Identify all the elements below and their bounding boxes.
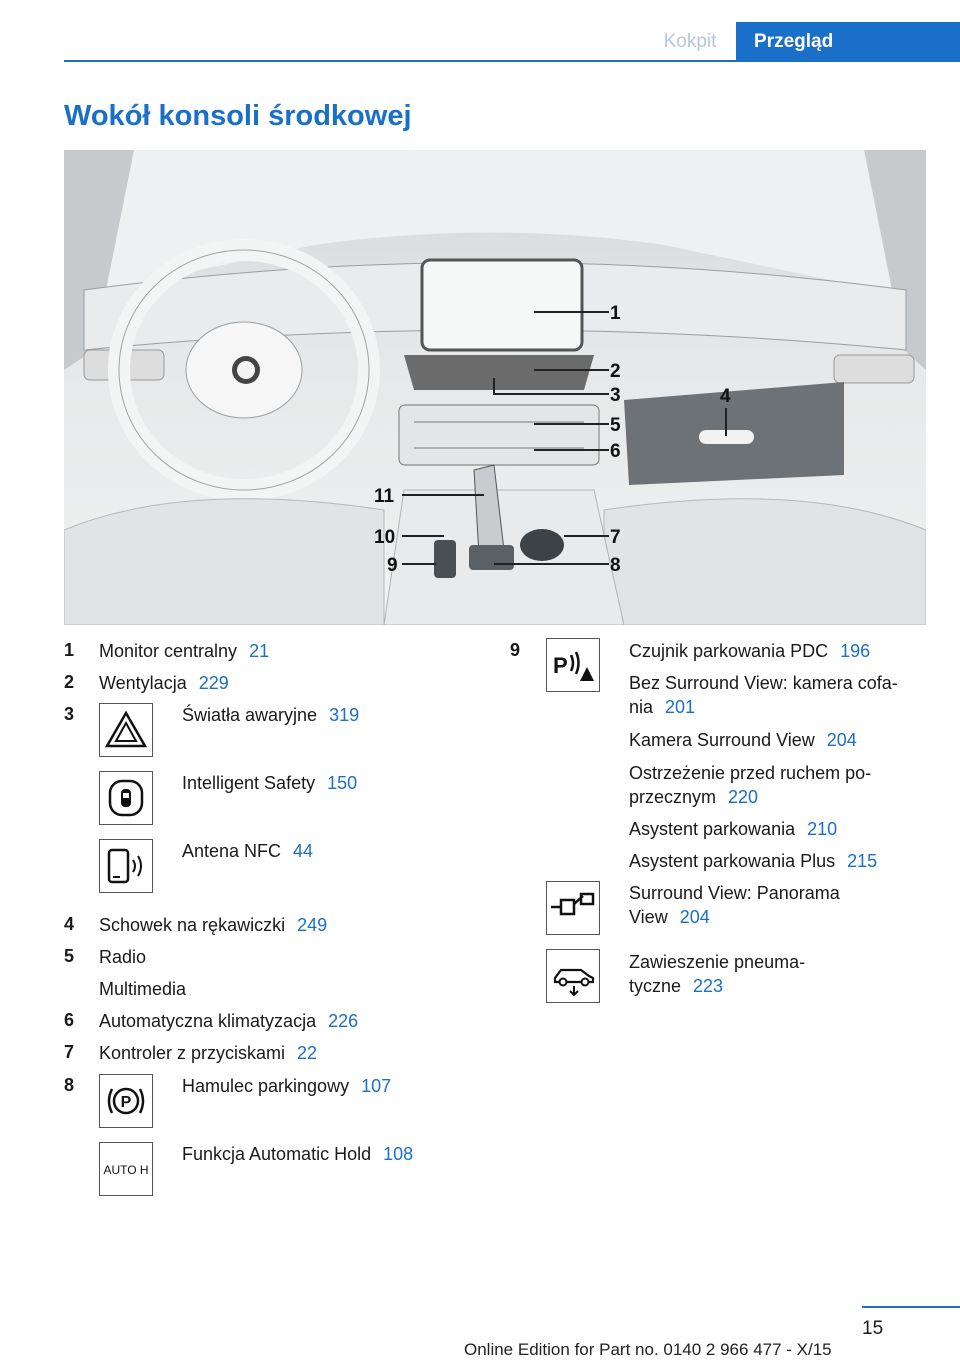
callout-7: 7 (610, 527, 621, 548)
item-number: 2 (64, 672, 75, 692)
callout-2: 2 (610, 361, 621, 382)
page-ref-link[interactable]: 44 (293, 841, 314, 861)
nfc-antenna-icon (99, 839, 153, 893)
list-item: Asystent parkowania 210 (629, 819, 838, 839)
callout-6: 6 (610, 441, 621, 462)
page-ref-link[interactable]: 201 (665, 697, 696, 717)
hazard-warning-icon (99, 703, 153, 757)
page-ref-link[interactable]: 220 (728, 787, 759, 807)
page-ref-link[interactable]: 21 (249, 641, 270, 661)
footer-rule (862, 1306, 960, 1308)
page-number: 15 (862, 1318, 884, 1339)
list-item: Automatyczna klimatyzacja 226 (99, 1011, 359, 1031)
list-item: przecznym 220 (629, 787, 759, 807)
page-ref-link[interactable]: 108 (383, 1144, 414, 1164)
list-item: Monitor centralny 21 (99, 641, 270, 661)
item-number: 9 (510, 640, 521, 660)
list-item: tyczne 223 (629, 976, 724, 996)
tab-przeglad-label: Przegląd (754, 31, 834, 52)
list-item: View 204 (629, 907, 710, 927)
list-item: Hamulec parkingowy 107 (182, 1076, 392, 1096)
page-ref-link[interactable]: 215 (847, 851, 878, 871)
list-item: Bez Surround View: kamera cofa- (629, 673, 898, 693)
list-item: Multimedia (99, 979, 187, 999)
page-ref-link[interactable]: 319 (329, 705, 360, 725)
list-item: Schowek na rękawiczki 249 (99, 915, 328, 935)
tab-przeglad[interactable] (736, 22, 960, 62)
list-item: Ostrzeżenie przed ruchem po- (629, 763, 872, 783)
callout-1: 1 (610, 303, 621, 324)
list-item: Radio (99, 947, 147, 967)
list-item: Wentylacja 229 (99, 673, 229, 693)
page-ref-link[interactable]: 107 (361, 1076, 392, 1096)
list-item: Światła awaryjne 319 (182, 705, 360, 725)
list-item: Funkcja Automatic Hold 108 (182, 1144, 414, 1164)
page-ref-link[interactable]: 204 (826, 730, 857, 750)
list-item: nia 201 (629, 697, 696, 717)
page-ref-link[interactable]: 150 (327, 773, 358, 793)
item-number: 1 (64, 640, 75, 660)
list-item: Asystent parkowania Plus 215 (629, 851, 878, 871)
page-ref-link[interactable]: 210 (807, 819, 838, 839)
page-ref-link[interactable]: 223 (693, 976, 724, 996)
tab-kokpit-label: Kokpit (663, 31, 717, 52)
list-item: Zawieszenie pneuma- (629, 952, 806, 972)
parking-brake-icon (99, 1074, 153, 1128)
item-number: 6 (64, 1010, 75, 1030)
list-item: Kontroler z przyciskami 22 (99, 1043, 318, 1063)
page-ref-link[interactable]: 196 (840, 641, 871, 661)
callout-9: 9 (387, 555, 398, 576)
dashboard-illustration (64, 150, 926, 625)
parking-sensor-icon (546, 638, 600, 692)
auto-hold-icon-label: AUTO H (103, 1163, 149, 1177)
page-ref-link[interactable]: 204 (679, 907, 710, 927)
intelligent-safety-icon (99, 771, 153, 825)
page-ref-link[interactable]: 249 (297, 915, 328, 935)
callout-11: 11 (374, 486, 395, 507)
header-rule (64, 60, 960, 62)
item-number: 5 (64, 946, 75, 966)
callout-8: 8 (610, 555, 621, 576)
list-item: Intelligent Safety 150 (182, 773, 358, 793)
tab-kokpit[interactable] (644, 22, 736, 62)
svg-text:P: P (553, 653, 568, 678)
panorama-view-icon (546, 881, 600, 935)
callout-3: 3 (610, 385, 621, 406)
edition-footer: Online Edition for Part no. 0140 2 966 477 - X/15 (464, 1340, 832, 1359)
page-title: Wokół konsoli środkowej (64, 100, 412, 132)
air-suspension-icon (546, 949, 600, 1003)
callout-10: 10 (374, 527, 396, 548)
auto-hold-icon (99, 1142, 153, 1196)
item-number: 3 (64, 704, 75, 724)
callout-5: 5 (610, 415, 621, 436)
page-ref-link[interactable]: 22 (297, 1043, 318, 1063)
svg-text:P: P (120, 1094, 132, 1111)
page-ref-link[interactable]: 229 (198, 673, 229, 693)
list-item: Surround View: Panorama (629, 883, 840, 903)
page-ref-link[interactable]: 226 (328, 1011, 359, 1031)
item-number: 8 (64, 1075, 75, 1095)
item-number: 4 (64, 914, 75, 934)
list-item: Antena NFC 44 (182, 841, 314, 861)
list-item: Kamera Surround View 204 (629, 730, 857, 750)
item-number: 7 (64, 1042, 75, 1062)
callout-4: 4 (720, 386, 731, 407)
list-item: Czujnik parkowania PDC 196 (629, 641, 871, 661)
